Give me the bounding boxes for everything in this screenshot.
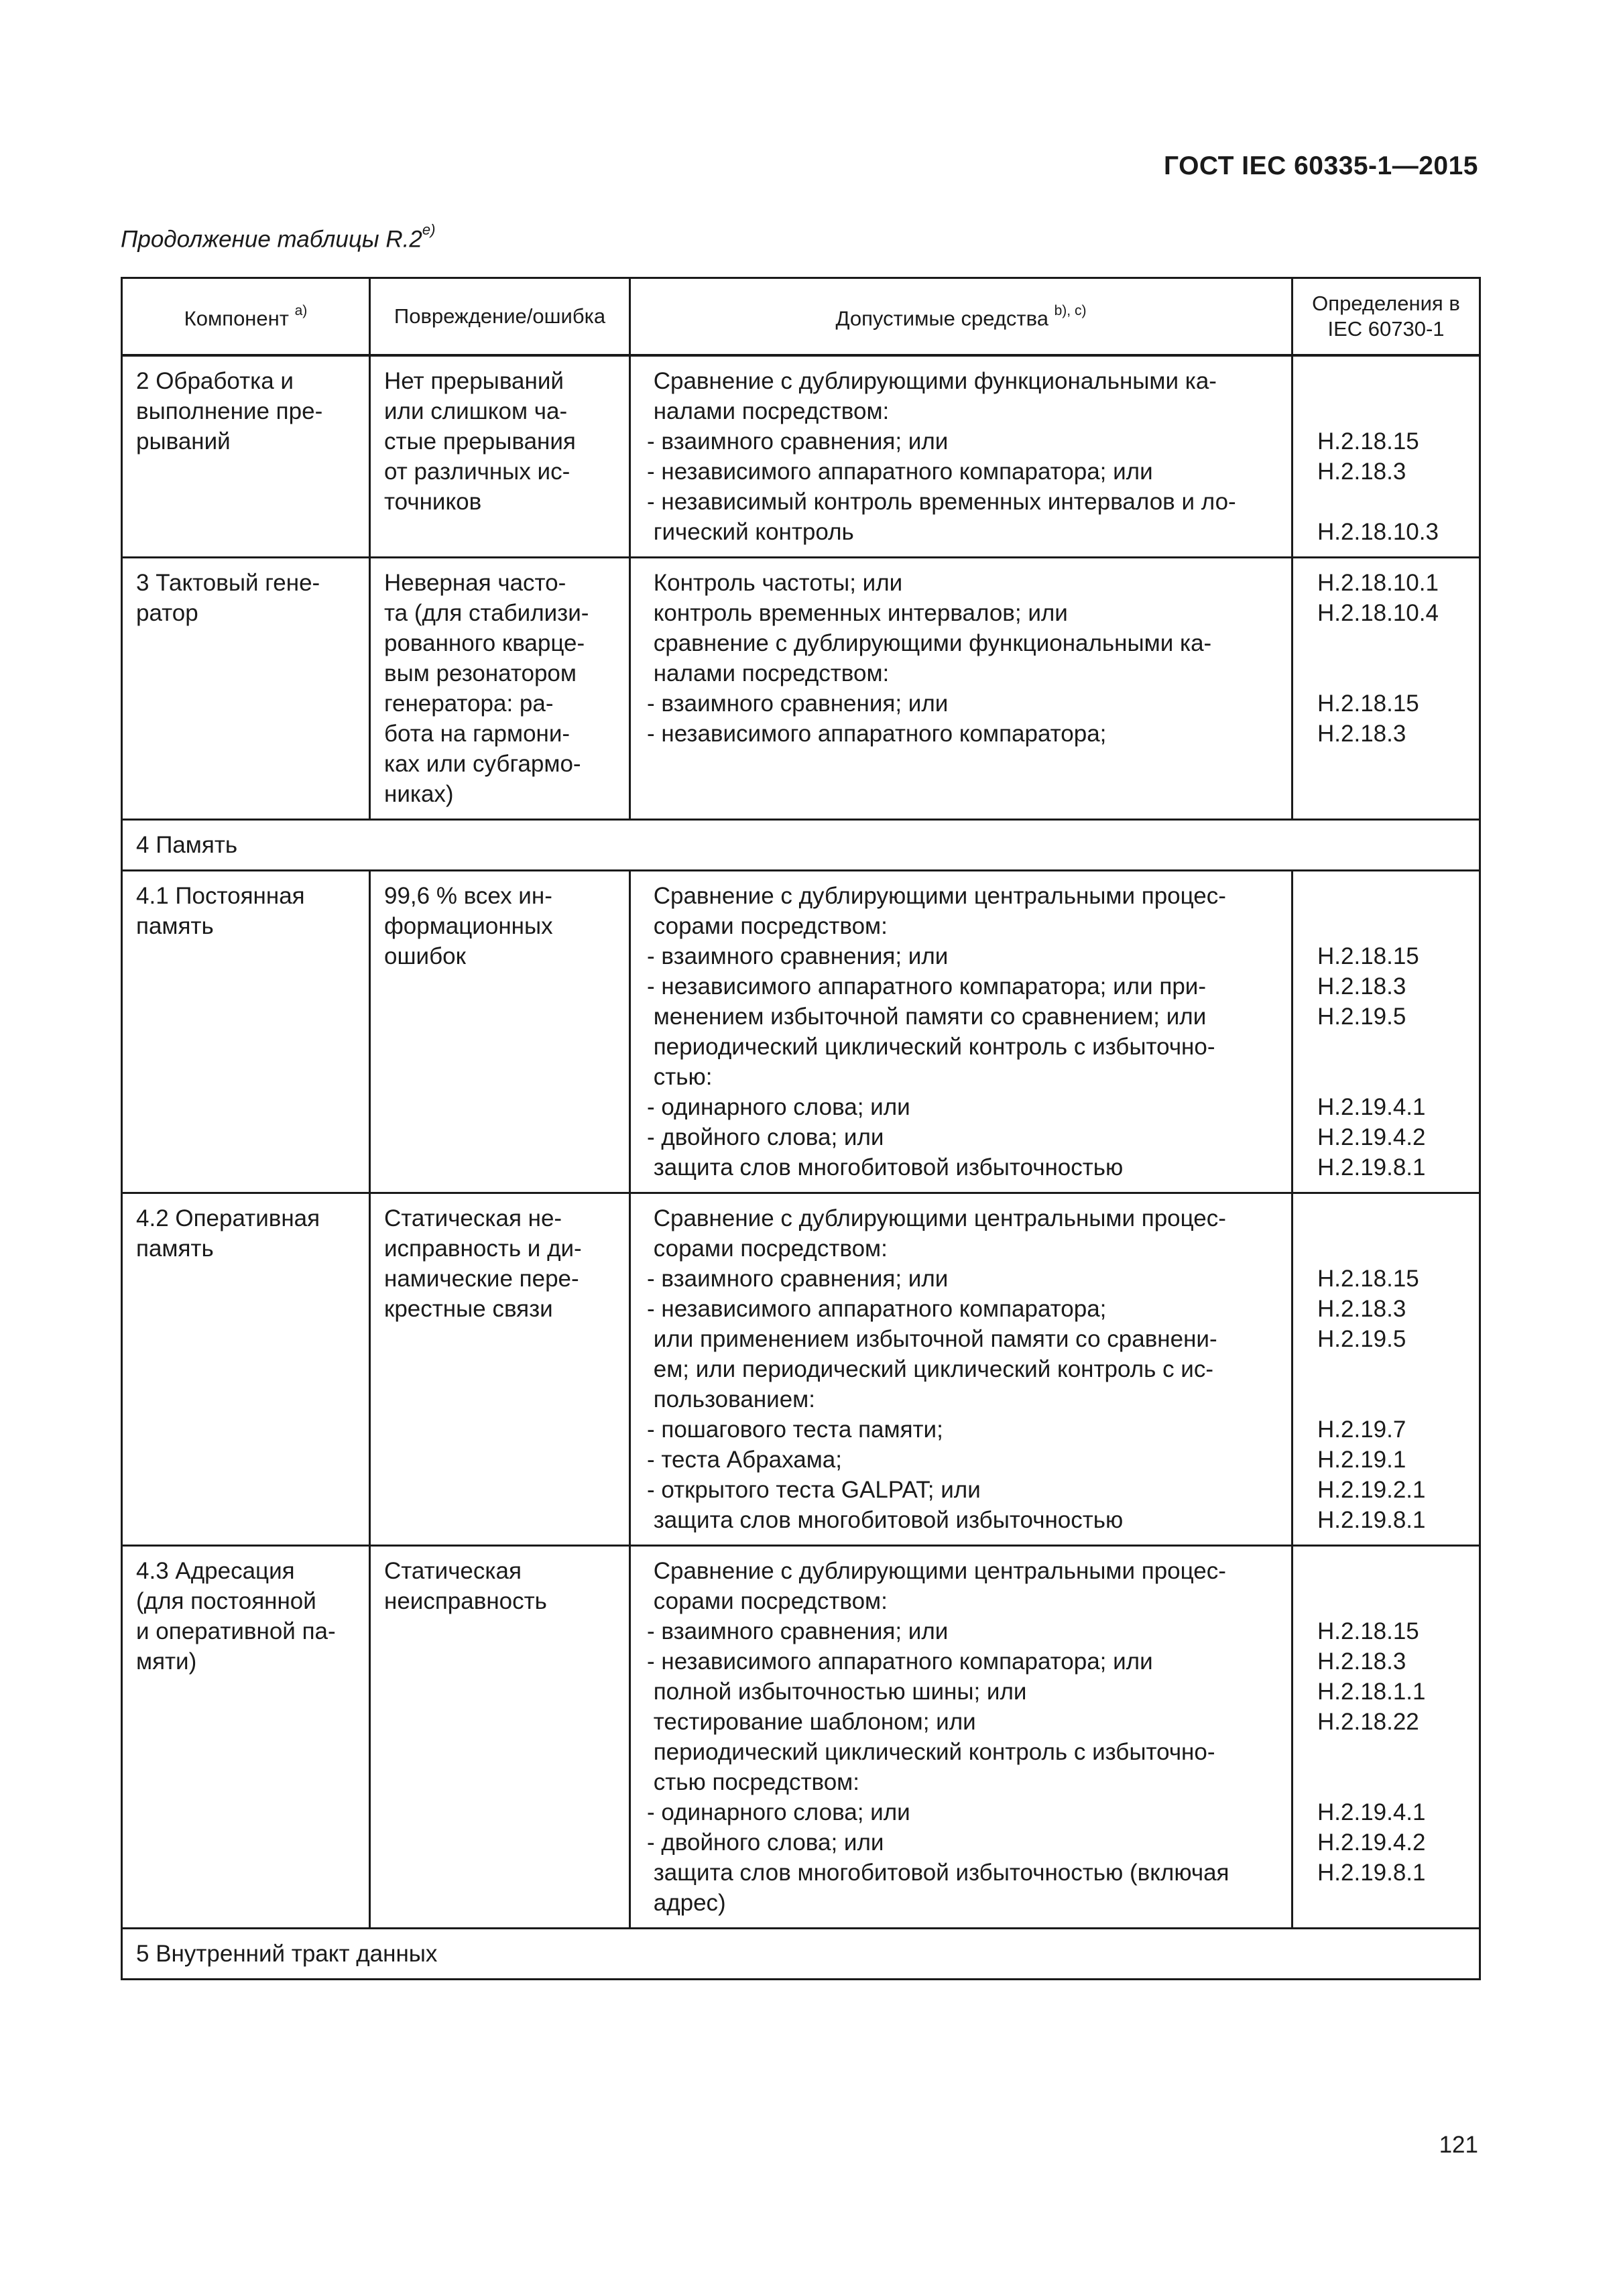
cell-line: стые прерывания bbox=[384, 428, 576, 455]
cell-line: Н.2.18.10.4 bbox=[1317, 600, 1439, 626]
means-cell bbox=[630, 1193, 1293, 1546]
cell-line: Н.2.18.3 bbox=[1317, 459, 1406, 485]
cell-line: адрес) bbox=[647, 1890, 726, 1916]
cell-line: 2 Обработка и bbox=[136, 368, 294, 394]
cell-line: сорами посредством: bbox=[647, 1588, 888, 1614]
cell-line: бота на гармони- bbox=[384, 721, 570, 747]
cell-line: память bbox=[136, 1235, 214, 1262]
cell-line: стью: bbox=[647, 1064, 713, 1090]
cell-line: Сравнение с дублирующими центральными процес- bbox=[647, 1205, 1226, 1231]
cell-line: сравнение с дублирующими функциональными ка- bbox=[647, 630, 1212, 656]
component-cell bbox=[122, 355, 370, 558]
fault-cell bbox=[370, 871, 630, 1193]
cell-line: - двойного слова; или bbox=[647, 1829, 884, 1856]
cell-line: контроль временных интервалов; или bbox=[647, 600, 1068, 626]
cell-line: (для постоянной bbox=[136, 1588, 316, 1614]
cell-line: периодический циклический контроль с избыточно- bbox=[647, 1034, 1215, 1060]
cell-line: Н.2.18.3 bbox=[1317, 973, 1406, 1000]
cell-line: гический контроль bbox=[647, 519, 854, 545]
cell-line: - независимый контроль временных интервалов и ло- bbox=[647, 489, 1236, 515]
cell-line: Н.2.18.15 bbox=[1317, 428, 1419, 455]
cell-line: менением избыточной памяти со сравнением; или bbox=[647, 1004, 1207, 1030]
cell-line: - взаимного сравнения; или bbox=[647, 1266, 949, 1292]
cell-line: Н.2.19.1 bbox=[1317, 1447, 1406, 1473]
cell-line: Контроль частоты; или bbox=[647, 570, 903, 596]
cell-line: 4.1 Постоянная bbox=[136, 883, 305, 909]
cell-line bbox=[1317, 1032, 1467, 1062]
table-row bbox=[122, 558, 1480, 820]
cell-line: или применением избыточной памяти со сравнени- bbox=[647, 1326, 1217, 1352]
column-header-component: Компонент $^{a)}$ bbox=[122, 278, 370, 356]
cell-line bbox=[1317, 1586, 1467, 1616]
cell-line bbox=[1317, 1888, 1467, 1918]
table-caption bbox=[121, 221, 436, 253]
cell-line: полной избыточностью шины; или bbox=[647, 1679, 1027, 1705]
cell-line: исправность и ди- bbox=[384, 1235, 582, 1262]
caption-text: Продолжение таблицы R.2 bbox=[121, 226, 422, 253]
cell-line bbox=[1317, 1203, 1467, 1233]
cell-line bbox=[1317, 1767, 1467, 1797]
cell-line: сорами посредством: bbox=[647, 913, 888, 939]
cell-line: и оперативной па- bbox=[136, 1618, 336, 1644]
cell-line: Н.2.19.8.1 bbox=[1317, 1860, 1426, 1886]
component-cell bbox=[122, 1193, 370, 1546]
cell-line: Н.2.18.15 bbox=[1317, 943, 1419, 969]
cell-line: ошибок bbox=[384, 943, 466, 969]
cell-line: - взаимного сравнения; или bbox=[647, 690, 949, 717]
cell-line: Сравнение с дублирующими центральными процес- bbox=[647, 1558, 1226, 1584]
cell-line: Сравнение с дублирующими центральными процес- bbox=[647, 883, 1226, 909]
cell-line: стью посредством: bbox=[647, 1769, 859, 1795]
cell-line: неисправность bbox=[384, 1588, 547, 1614]
cell-line: рованного кварце- bbox=[384, 630, 585, 656]
table-row bbox=[122, 871, 1480, 1193]
cell-line: точников bbox=[384, 489, 482, 515]
cell-line: или слишком ча- bbox=[384, 398, 568, 424]
cell-line: ратор bbox=[136, 600, 198, 626]
cell-line: мяти) bbox=[136, 1648, 197, 1675]
cell-line: 3 Тактовый гене- bbox=[136, 570, 320, 596]
cell-line bbox=[1317, 1737, 1467, 1767]
cell-line: защита слов многобитовой избыточностью bbox=[647, 1154, 1124, 1181]
fault-cell bbox=[370, 355, 630, 558]
cell-line: Н.2.19.8.1 bbox=[1317, 1507, 1426, 1533]
cell-line: никах) bbox=[384, 781, 454, 807]
page-number: 121 bbox=[1439, 2132, 1478, 2158]
cell-line: защита слов многобитовой избыточностью (включая bbox=[647, 1860, 1229, 1886]
column-header-definitions: Определения в IEC 60730-1 bbox=[1293, 278, 1480, 356]
cell-line bbox=[1317, 628, 1467, 658]
column-header-means: Допустимые средства $^{b), c)}$ bbox=[630, 278, 1293, 356]
means-cell bbox=[630, 871, 1293, 1193]
fault-cell bbox=[370, 558, 630, 820]
cell-line: Н.2.18.15 bbox=[1317, 690, 1419, 717]
cell-line: Н.2.19.7 bbox=[1317, 1416, 1406, 1443]
cell-line: намические пере- bbox=[384, 1266, 579, 1292]
cell-line: - независимого аппаратного компаратора; bbox=[647, 1296, 1107, 1322]
cell-line: Н.2.19.5 bbox=[1317, 1326, 1406, 1352]
cell-line: 4.2 Оперативная bbox=[136, 1205, 320, 1231]
cell-line: ем; или периодический циклический контроль с ис- bbox=[647, 1356, 1214, 1382]
cell-line: та (для стабилизи- bbox=[384, 600, 589, 626]
cell-line: Н.2.18.10.3 bbox=[1317, 519, 1439, 545]
cell-line: Н.2.19.4.2 bbox=[1317, 1829, 1426, 1856]
cell-line: Н.2.18.3 bbox=[1317, 721, 1406, 747]
fault-cell bbox=[370, 1193, 630, 1546]
column-header-fault: Повреждение/ошибка bbox=[370, 278, 630, 356]
section-title: 4 Память bbox=[122, 820, 1480, 871]
cell-line: сорами посредством: bbox=[647, 1235, 888, 1262]
cell-line: Неверная часто- bbox=[384, 570, 566, 596]
definitions-cell bbox=[1293, 871, 1480, 1193]
cell-line: - двойного слова; или bbox=[647, 1124, 884, 1150]
cell-line: - независимого аппаратного компаратора; bbox=[647, 721, 1107, 747]
cell-line: пользованием: bbox=[647, 1386, 815, 1412]
cell-line: - одинарного слова; или bbox=[647, 1799, 910, 1825]
cell-line: выполнение пре- bbox=[136, 398, 323, 424]
component-cell bbox=[122, 558, 370, 820]
cell-line: формационных bbox=[384, 913, 553, 939]
means-cell bbox=[630, 1546, 1293, 1929]
section-row bbox=[122, 1929, 1480, 1980]
cell-line bbox=[1317, 396, 1467, 426]
cell-line: Н.2.19.2.1 bbox=[1317, 1477, 1426, 1503]
cell-line: Сравнение с дублирующими функциональными ка- bbox=[647, 368, 1217, 394]
definitions-cell bbox=[1293, 355, 1480, 558]
cell-line: - независимого аппаратного компаратора; или bbox=[647, 1648, 1153, 1675]
cell-line bbox=[1317, 366, 1467, 396]
cell-line: Н.2.19.4.1 bbox=[1317, 1094, 1426, 1120]
definitions-cell bbox=[1293, 558, 1480, 820]
cell-line: налами посредством: bbox=[647, 398, 890, 424]
cell-line: налами посредством: bbox=[647, 660, 890, 686]
cell-line: - независимого аппаратного компаратора; или bbox=[647, 459, 1153, 485]
cell-line: вым резонатором bbox=[384, 660, 577, 686]
table-header-row bbox=[122, 278, 1480, 356]
cell-line bbox=[1317, 487, 1467, 517]
cell-line: - взаимного сравнения; или bbox=[647, 943, 949, 969]
section-row bbox=[122, 820, 1480, 871]
cell-line bbox=[1317, 1062, 1467, 1092]
cell-line bbox=[1317, 1233, 1467, 1264]
cell-line: крестные связи bbox=[384, 1296, 553, 1322]
caption-note: e) bbox=[422, 221, 436, 238]
table-body bbox=[122, 355, 1480, 1980]
cell-line: защита слов многобитовой избыточностью bbox=[647, 1507, 1124, 1533]
table-row bbox=[122, 355, 1480, 558]
cell-line: генератора: ра- bbox=[384, 690, 554, 717]
document-header: ГОСТ IEC 60335-1—2015 bbox=[1163, 152, 1478, 180]
component-cell bbox=[122, 871, 370, 1193]
cell-line: Н.2.18.1.1 bbox=[1317, 1679, 1426, 1705]
cell-line: Н.2.18.10.1 bbox=[1317, 570, 1439, 596]
cell-line: ках или субгармо- bbox=[384, 751, 581, 777]
means-cell bbox=[630, 355, 1293, 558]
cell-line: рываний bbox=[136, 428, 231, 455]
cell-line: - теста Абрахама; bbox=[647, 1447, 842, 1473]
cell-line: Н.2.19.8.1 bbox=[1317, 1154, 1426, 1181]
cell-line bbox=[1317, 1354, 1467, 1384]
definitions-cell bbox=[1293, 1193, 1480, 1546]
cell-line: Н.2.19.5 bbox=[1317, 1004, 1406, 1030]
cell-line: - взаимного сравнения; или bbox=[647, 1618, 949, 1644]
means-cell bbox=[630, 558, 1293, 820]
cell-line: Нет прерываний bbox=[384, 368, 564, 394]
cell-line: Статическая bbox=[384, 1558, 522, 1584]
cell-line: Н.2.18.15 bbox=[1317, 1618, 1419, 1644]
component-cell bbox=[122, 1546, 370, 1929]
table-r2 bbox=[121, 277, 1481, 1980]
definitions-cell bbox=[1293, 1546, 1480, 1929]
cell-line: Статическая не- bbox=[384, 1205, 562, 1231]
cell-line: память bbox=[136, 913, 214, 939]
cell-line: - пошагового теста памяти; bbox=[647, 1416, 943, 1443]
cell-line bbox=[1317, 1556, 1467, 1586]
cell-line: Н.2.19.4.2 bbox=[1317, 1124, 1426, 1150]
cell-line: Н.2.19.4.1 bbox=[1317, 1799, 1426, 1825]
table-row bbox=[122, 1546, 1480, 1929]
cell-line: 4.3 Адресация bbox=[136, 1558, 295, 1584]
cell-line: Н.2.18.3 bbox=[1317, 1296, 1406, 1322]
cell-line: 99,6 % всех ин- bbox=[384, 883, 552, 909]
cell-line: - взаимного сравнения; или bbox=[647, 428, 949, 455]
cell-line: - одинарного слова; или bbox=[647, 1094, 910, 1120]
cell-line: Н.2.18.22 bbox=[1317, 1709, 1419, 1735]
cell-line bbox=[1317, 881, 1467, 911]
cell-line: тестирование шаблоном; или bbox=[647, 1709, 976, 1735]
section-title: 5 Внутренний тракт данных bbox=[122, 1929, 1480, 1980]
cell-line bbox=[1317, 911, 1467, 941]
cell-line: - открытого теста GALPAT; или bbox=[647, 1477, 981, 1503]
cell-line bbox=[1317, 658, 1467, 688]
cell-line: периодический циклический контроль с избыточно- bbox=[647, 1739, 1215, 1765]
table-row bbox=[122, 1193, 1480, 1546]
cell-line: Н.2.18.3 bbox=[1317, 1648, 1406, 1675]
cell-line bbox=[1317, 1384, 1467, 1414]
cell-line: Н.2.18.15 bbox=[1317, 1266, 1419, 1292]
cell-line: - независимого аппаратного компаратора; или при- bbox=[647, 973, 1207, 1000]
cell-line: от различных ис- bbox=[384, 459, 570, 485]
fault-cell bbox=[370, 1546, 630, 1929]
